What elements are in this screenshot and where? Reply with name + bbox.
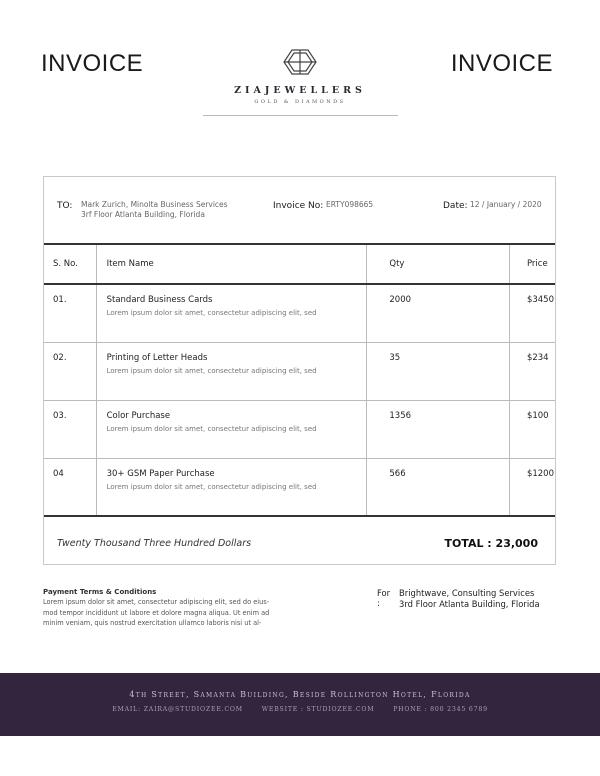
items-table bbox=[44, 243, 555, 517]
for-line2: 3rd Floor Atlanta Building, Florida bbox=[399, 599, 540, 609]
row-item bbox=[96, 342, 367, 400]
item-name: Color Purchase bbox=[106, 410, 171, 421]
footer-contacts bbox=[0, 706, 600, 713]
diamond-icon bbox=[282, 48, 318, 76]
row-item bbox=[96, 284, 367, 342]
terms-line1: Lorem ipsum dolor sit amet, consectetur adipiscing elit, sed do eius- bbox=[43, 598, 270, 606]
amount-in-words: Twenty Thousand Three Hundred Dollars bbox=[57, 538, 252, 549]
terms-heading: Payment Terms & Conditions bbox=[43, 588, 157, 596]
row-qty: 566 bbox=[367, 458, 510, 516]
row-sno: 03. bbox=[44, 400, 96, 458]
header-qty: Qty bbox=[367, 244, 510, 284]
item-desc: Lorem ipsum dolor sit amet, consectetur adipiscing elit, sed bbox=[106, 309, 317, 317]
footer-phone: PHONE : 800 2345 6789 bbox=[393, 706, 488, 713]
brand-logo bbox=[200, 48, 400, 105]
for-line1: Brightwave, Consulting Services bbox=[399, 588, 535, 598]
table-row bbox=[44, 400, 555, 458]
table-row bbox=[44, 458, 555, 516]
row-price: $100 bbox=[509, 400, 555, 458]
to-label: TO: bbox=[57, 201, 73, 211]
terms-body bbox=[43, 597, 273, 629]
invoice-total: TOTAL : 23,000 bbox=[444, 537, 538, 550]
item-desc: Lorem ipsum dolor sit amet, consectetur adipiscing elit, sed bbox=[106, 482, 317, 491]
row-qty: 1356 bbox=[367, 400, 510, 458]
brand-tagline: GOLD & DIAMONDS bbox=[254, 99, 346, 105]
header-price: Price bbox=[509, 244, 555, 284]
for-label: For : bbox=[377, 588, 391, 608]
terms-line3: minim veniam, quis nostrud exercitation ullamco laboris nisi ut al- bbox=[43, 619, 262, 627]
item-name: Printing of Letter Heads bbox=[106, 352, 208, 363]
footer-website: WEBSITE : STUDIOZEE.COM bbox=[261, 706, 375, 713]
row-item bbox=[96, 458, 367, 516]
item-desc: Lorem ipsum dolor sit amet, consectetur adipiscing elit, sed bbox=[106, 424, 317, 433]
header-sno: S. No. bbox=[44, 244, 96, 284]
invoice-info bbox=[44, 177, 555, 243]
item-desc: Lorem ipsum dolor sit amet, consectetur adipiscing elit, sed bbox=[106, 366, 317, 375]
header-item-name: Item Name bbox=[96, 244, 367, 284]
table-row bbox=[44, 342, 555, 400]
to-line1: Mark Zurich, Minolta Business Services bbox=[81, 200, 228, 209]
invoice-card bbox=[43, 176, 556, 565]
footer-bar bbox=[0, 673, 600, 736]
row-price: $3450 bbox=[509, 284, 555, 342]
table-header bbox=[44, 244, 555, 284]
for-address bbox=[399, 588, 540, 610]
date-label: Date: bbox=[443, 201, 468, 211]
row-price: $234 bbox=[509, 342, 555, 400]
invoice-date: 12 / January / 2020 bbox=[470, 200, 542, 209]
payment-terms bbox=[43, 588, 273, 629]
footer-address: 4th Street, Samanta Building, Beside Rollington Hotel, Florida bbox=[129, 690, 471, 699]
to-address bbox=[81, 200, 228, 220]
invoice-title-left: INVOICE bbox=[41, 50, 144, 77]
row-item bbox=[96, 400, 367, 458]
item-name: 30+ GSM Paper Purchase bbox=[106, 468, 215, 479]
row-sno: 01. bbox=[44, 284, 96, 342]
item-name: Standard Business Cards bbox=[106, 295, 213, 305]
table-row bbox=[44, 284, 555, 342]
row-qty: 2000 bbox=[367, 284, 510, 342]
row-price: $1200 bbox=[509, 458, 555, 516]
invoice-title-right: INVOICE bbox=[450, 50, 553, 77]
row-qty: 35 bbox=[367, 342, 510, 400]
row-sno: 02. bbox=[44, 342, 96, 400]
terms-line2: mod tempor incididunt ut labore et dolore magna aliqua. Ut enim ad bbox=[43, 608, 270, 617]
row-sno: 04 bbox=[44, 458, 96, 516]
logo-divider bbox=[203, 115, 398, 116]
invoice-no-label: Invoice No: bbox=[273, 201, 324, 211]
brand-name: ZIAJEWELLERS bbox=[234, 85, 366, 96]
footer-email: EMAIL: ZAIRA@STUDIOZEE.COM bbox=[112, 706, 243, 713]
invoice-no: ERTY098665 bbox=[326, 200, 374, 209]
to-line2: 3rf Floor Atlanta Building, Florida bbox=[81, 210, 205, 219]
